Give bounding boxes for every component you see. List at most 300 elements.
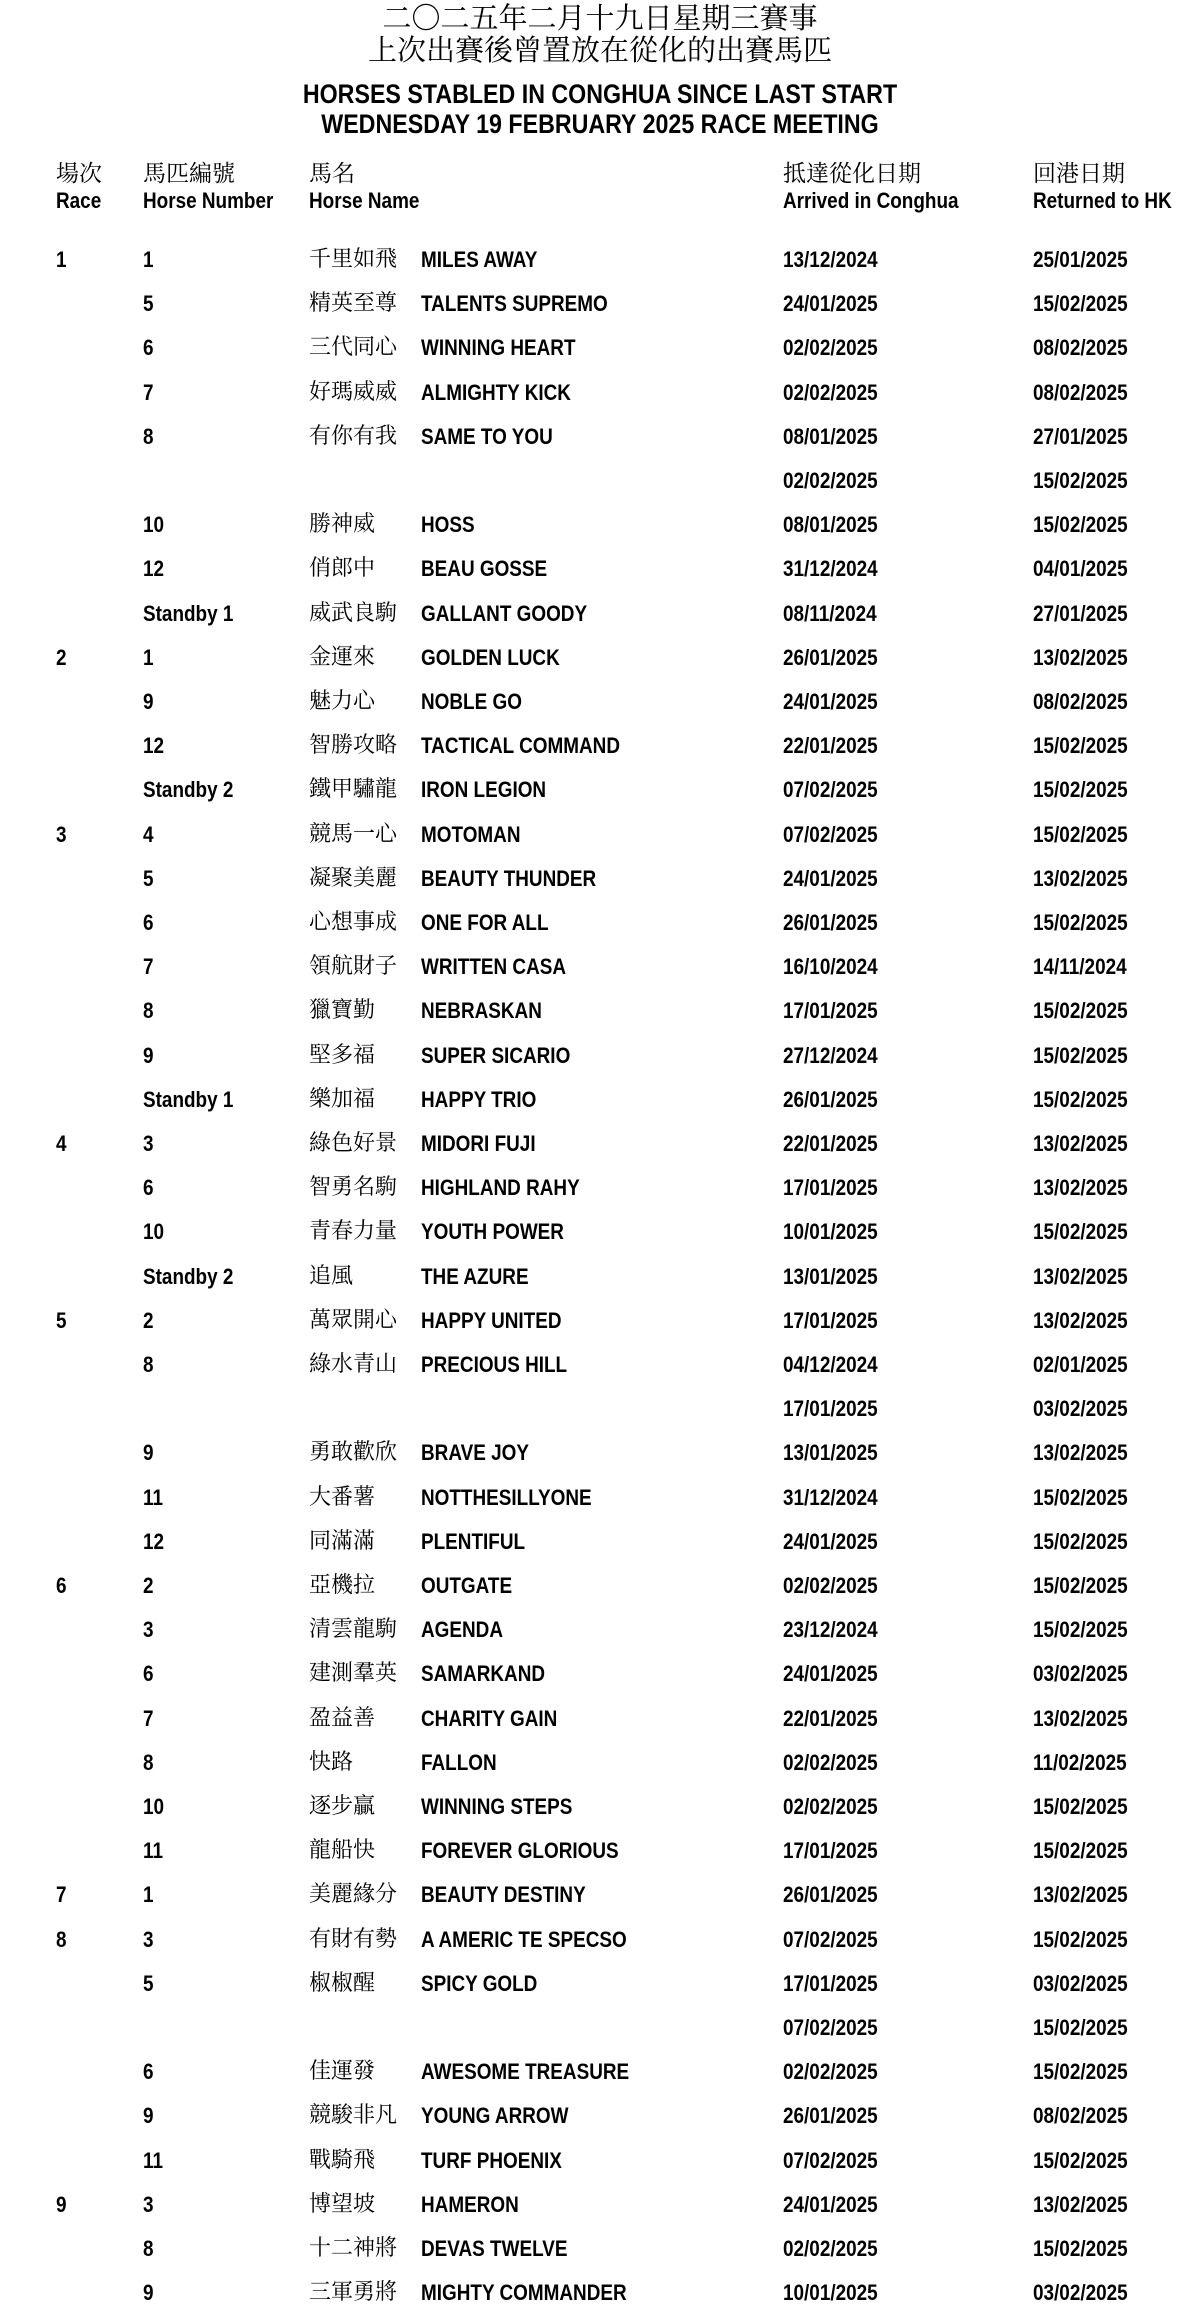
title-en-line2: WEDNESDAY 19 FEBRUARY 2025 RACE MEETING — [321, 109, 879, 139]
table-row — [0, 2227, 1200, 2271]
horse-name-en-cell: SPICY GOLD — [421, 1970, 538, 1996]
table-row — [0, 1697, 1200, 1741]
returned-date-cell: 08/02/2025 — [1033, 2103, 1128, 2129]
table-row — [0, 636, 1200, 680]
arrived-date-cell: 31/12/2024 — [783, 1484, 878, 1510]
returned-date-cell: 13/02/2025 — [1033, 1131, 1128, 1156]
table-row — [0, 503, 1200, 547]
returned-date-cell: 03/02/2025 — [1033, 1396, 1128, 1422]
returned-date-cell: 08/02/2025 — [1033, 379, 1128, 405]
arrived-date-cell: 02/02/2025 — [783, 335, 878, 361]
race-cell: 9 — [56, 2191, 67, 2217]
horse-number-cell: 8 — [143, 1749, 154, 1775]
horse-number-cell: 3 — [143, 1617, 154, 1643]
horse-name-en-cell: TACTICAL COMMAND — [421, 733, 620, 759]
horse-name-zh-cell: 千里如飛 — [309, 247, 398, 272]
arrived-date-cell: 07/02/2025 — [783, 2015, 878, 2040]
header-race — [56, 160, 109, 214]
arrived-date-cell: 10/01/2025 — [783, 2280, 878, 2306]
horse-name-zh-cell: 威武良駒 — [309, 600, 398, 626]
arrived-date-cell: 02/02/2025 — [783, 1749, 878, 1775]
horse-name-zh-cell: 青春力量 — [309, 1219, 398, 1245]
returned-date-cell: 13/02/2025 — [1033, 644, 1128, 670]
horse-number-cell: 10 — [143, 1219, 165, 1245]
arrived-date-cell: 24/01/2025 — [783, 291, 878, 317]
table-row — [0, 2094, 1200, 2138]
returned-date-cell: 14/11/2024 — [1033, 954, 1127, 980]
title-en-line1: HORSES STABLED IN CONGHUA SINCE LAST START — [302, 79, 898, 109]
table-row — [0, 1476, 1200, 1520]
horse-number-cell: 10 — [143, 512, 165, 538]
horse-number-cell: Standby 1 — [143, 1086, 234, 1112]
race-cell: 6 — [56, 1573, 67, 1598]
table-row — [0, 1873, 1200, 1917]
table-row — [0, 1608, 1200, 1652]
table-row — [0, 2050, 1200, 2094]
horse-name-zh-cell: 椒椒醒 — [309, 1970, 376, 1996]
header-returned-zh: 回港日期 — [1033, 161, 1125, 187]
arrived-date-cell: 24/01/2025 — [783, 1661, 878, 1687]
returned-date-cell: 02/01/2025 — [1033, 1352, 1128, 1377]
arrived-date-cell: 26/01/2025 — [783, 644, 878, 670]
table-row — [0, 1387, 1200, 1431]
horse-name-zh-cell: 堅多福 — [309, 1042, 376, 1068]
horse-number-cell: 6 — [143, 1175, 154, 1201]
horse-name-en-cell: HAPPY TRIO — [421, 1086, 537, 1112]
returned-date-cell: 27/01/2025 — [1033, 600, 1128, 626]
header-name-zh: 馬名 — [309, 161, 355, 187]
horse-number-cell: 9 — [143, 1440, 154, 1466]
horse-name-zh-cell: 戰騎飛 — [309, 2147, 376, 2173]
horse-name-en-cell: MOTOMAN — [421, 821, 521, 847]
header-number-en: Horse Number — [143, 188, 274, 213]
arrived-date-cell: 24/01/2025 — [783, 1528, 878, 1554]
horse-name-zh-cell: 競駿非凡 — [309, 2103, 398, 2129]
horse-name-en-cell: FOREVER GLORIOUS — [421, 1838, 619, 1864]
returned-date-cell: 13/02/2025 — [1033, 2191, 1128, 2217]
horse-number-cell: 3 — [143, 1131, 154, 1156]
horse-name-zh-cell: 勇敢歡欣 — [309, 1440, 398, 1466]
arrived-date-cell: 02/02/2025 — [783, 1573, 878, 1598]
arrived-date-cell: 26/01/2025 — [783, 910, 878, 935]
race-cell: 2 — [56, 644, 67, 670]
returned-date-cell: 25/01/2025 — [1033, 247, 1128, 272]
horse-number-cell: 5 — [143, 1970, 154, 1996]
returned-date-cell: 08/02/2025 — [1033, 689, 1128, 714]
returned-date-cell: 13/02/2025 — [1033, 1440, 1128, 1466]
returned-date-cell: 15/02/2025 — [1033, 1838, 1128, 1864]
table-row — [0, 2183, 1200, 2227]
arrived-date-cell: 23/12/2024 — [783, 1617, 878, 1643]
horse-number-cell: 9 — [143, 689, 154, 714]
returned-date-cell: 15/02/2025 — [1033, 998, 1128, 1024]
horse-name-en-cell: MILES AWAY — [421, 247, 538, 272]
table-row — [0, 901, 1200, 945]
returned-date-cell: 15/02/2025 — [1033, 1086, 1128, 1112]
horse-name-en-cell: CHARITY GAIN — [421, 1705, 558, 1731]
horse-number-cell: 8 — [143, 423, 154, 449]
returned-date-cell: 15/02/2025 — [1033, 2236, 1128, 2261]
returned-date-cell: 15/02/2025 — [1033, 821, 1128, 847]
table-row — [0, 415, 1200, 459]
horse-name-en-cell: MIDORI FUJI — [421, 1131, 536, 1156]
table-row — [0, 547, 1200, 591]
table-row — [0, 1255, 1200, 1299]
returned-date-cell: 03/02/2025 — [1033, 2280, 1128, 2306]
horse-number-cell: 10 — [143, 1794, 165, 1819]
arrived-date-cell: 07/02/2025 — [783, 1926, 878, 1952]
arrived-date-cell: 02/02/2025 — [783, 468, 878, 493]
horse-name-zh-cell: 心想事成 — [309, 910, 398, 935]
returned-date-cell: 15/02/2025 — [1033, 1219, 1128, 1245]
arrived-date-cell: 17/01/2025 — [783, 998, 878, 1024]
arrived-date-cell: 13/01/2025 — [783, 1263, 878, 1289]
returned-date-cell: 13/02/2025 — [1033, 1705, 1128, 1731]
horse-name-en-cell: TURF PHOENIX — [421, 2147, 562, 2173]
returned-date-cell: 15/02/2025 — [1033, 777, 1128, 803]
horse-number-cell: 7 — [143, 1705, 154, 1731]
horse-name-en-cell: BEAUTY DESTINY — [421, 1882, 586, 1908]
horse-number-cell: 5 — [143, 865, 154, 891]
horse-name-en-cell: ALMIGHTY KICK — [421, 379, 571, 405]
horse-name-zh-cell: 獵寶勤 — [309, 998, 376, 1024]
race-cell: 1 — [56, 247, 67, 272]
header-race-en: Race — [56, 188, 102, 213]
arrived-date-cell: 22/01/2025 — [783, 1131, 878, 1156]
horse-name-zh-cell: 美麗緣分 — [309, 1882, 398, 1908]
table-row — [0, 989, 1200, 1033]
table-row — [0, 1166, 1200, 1210]
horse-name-zh-cell: 盈益善 — [309, 1705, 376, 1731]
horse-name-zh-cell: 建測羣英 — [309, 1661, 398, 1687]
arrived-date-cell: 27/12/2024 — [783, 1042, 878, 1068]
horse-number-cell: Standby 2 — [143, 1263, 234, 1289]
table-row — [0, 1343, 1200, 1387]
header-number-zh: 馬匹編號 — [143, 161, 235, 187]
horse-name-en-cell: GOLDEN LUCK — [421, 644, 560, 670]
horse-name-zh-cell: 智勇名駒 — [309, 1175, 398, 1201]
table-row — [0, 1520, 1200, 1564]
horse-name-zh-cell: 佳運發 — [309, 2059, 376, 2085]
arrived-date-cell: 08/01/2025 — [783, 512, 878, 538]
horse-name-zh-cell: 三軍勇將 — [309, 2280, 398, 2306]
horse-name-en-cell: SUPER SICARIO — [421, 1042, 571, 1068]
horse-name-zh-cell: 快路 — [309, 1749, 354, 1775]
horse-name-en-cell: HAMERON — [421, 2191, 519, 2217]
title-zh-line2: 上次出賽後曾置放在從化的出賽馬匹 — [367, 33, 832, 67]
horse-name-zh-cell: 同滿滿 — [309, 1528, 376, 1554]
header-arrived-zh: 抵達從化日期 — [783, 161, 921, 187]
table-row — [0, 326, 1200, 370]
horse-name-en-cell: HOSS — [421, 512, 475, 538]
race-cell: 4 — [56, 1131, 67, 1156]
horse-name-en-cell: IRON LEGION — [421, 777, 547, 803]
table-row — [0, 813, 1200, 857]
race-cell: 5 — [56, 1307, 67, 1333]
horse-number-cell: 8 — [143, 1352, 154, 1377]
horse-number-cell: 4 — [143, 821, 154, 847]
returned-date-cell: 15/02/2025 — [1033, 1484, 1128, 1510]
header-arrived — [783, 160, 987, 214]
race-cell: 8 — [56, 1926, 67, 1952]
horse-name-en-cell: NOTTHESILLYONE — [421, 1484, 592, 1510]
arrived-date-cell: 08/01/2025 — [783, 423, 878, 449]
horse-name-zh-cell: 萬眾開心 — [309, 1307, 398, 1333]
header-race-zh: 場次 — [56, 161, 102, 187]
arrived-date-cell: 26/01/2025 — [783, 2103, 878, 2129]
returned-date-cell: 15/02/2025 — [1033, 2147, 1128, 2173]
returned-date-cell: 15/02/2025 — [1033, 291, 1128, 317]
horse-name-zh-cell: 勝神威 — [309, 512, 376, 538]
returned-date-cell: 15/02/2025 — [1033, 1573, 1128, 1598]
horse-number-cell: 8 — [143, 998, 154, 1024]
returned-date-cell: 15/02/2025 — [1033, 2015, 1128, 2040]
horse-number-cell: Standby 1 — [143, 600, 234, 626]
arrived-date-cell: 04/12/2024 — [783, 1352, 878, 1377]
returned-date-cell: 13/02/2025 — [1033, 1263, 1128, 1289]
returned-date-cell: 15/02/2025 — [1033, 1042, 1128, 1068]
horse-name-en-cell: SAMARKAND — [421, 1661, 546, 1687]
table-row — [0, 1785, 1200, 1829]
horse-name-zh-cell: 三代同心 — [309, 335, 398, 361]
horse-name-en-cell: HAPPY UNITED — [421, 1307, 562, 1333]
horse-name-en-cell: YOUNG ARROW — [421, 2103, 569, 2129]
horse-name-zh-cell: 博望坡 — [309, 2191, 376, 2217]
horse-number-cell: 1 — [143, 644, 154, 670]
horse-number-cell: 2 — [143, 1307, 154, 1333]
horse-name-zh-cell: 有財有勢 — [309, 1926, 398, 1952]
horse-name-en-cell: HIGHLAND RAHY — [421, 1175, 580, 1201]
horse-name-en-cell: WINNING STEPS — [421, 1794, 573, 1819]
horse-name-zh-cell: 有你有我 — [309, 423, 398, 449]
arrived-date-cell: 02/02/2025 — [783, 379, 878, 405]
arrived-date-cell: 02/02/2025 — [783, 1794, 878, 1819]
returned-date-cell: 15/02/2025 — [1033, 733, 1128, 759]
horse-name-zh-cell: 逐步贏 — [309, 1794, 376, 1819]
table-row — [0, 1564, 1200, 1608]
returned-date-cell: 13/02/2025 — [1033, 1307, 1128, 1333]
arrived-date-cell: 24/01/2025 — [783, 2191, 878, 2217]
horse-name-en-cell: DEVAS TWELVE — [421, 2236, 568, 2261]
arrived-date-cell: 13/12/2024 — [783, 247, 878, 272]
horse-name-zh-cell: 競馬一心 — [309, 821, 398, 847]
arrived-date-cell: 26/01/2025 — [783, 1882, 878, 1908]
horse-name-en-cell: ONE FOR ALL — [421, 910, 549, 935]
table-row — [0, 1078, 1200, 1122]
returned-date-cell: 13/02/2025 — [1033, 865, 1128, 891]
horse-name-zh-cell: 好瑪威威 — [309, 379, 398, 405]
horse-name-en-cell: AWESOME TREASURE — [421, 2059, 630, 2085]
horse-name-zh-cell: 亞機拉 — [309, 1573, 376, 1598]
returned-date-cell: 13/02/2025 — [1033, 1175, 1128, 1201]
horse-number-cell: 6 — [143, 1661, 154, 1687]
returned-date-cell: 08/02/2025 — [1033, 335, 1128, 361]
arrived-date-cell: 31/12/2024 — [783, 556, 878, 582]
returned-date-cell: 15/02/2025 — [1033, 1617, 1128, 1643]
table-row — [0, 371, 1200, 415]
table-row — [0, 724, 1200, 768]
horse-name-zh-cell: 鐵甲驌龍 — [309, 777, 398, 803]
horse-name-zh-cell: 精英至尊 — [309, 291, 398, 317]
horse-name-en-cell: YOUTH POWER — [421, 1219, 564, 1245]
header-number — [143, 160, 295, 214]
arrived-date-cell: 02/02/2025 — [783, 2059, 878, 2085]
arrived-date-cell: 24/01/2025 — [783, 689, 878, 714]
horse-number-cell: 6 — [143, 2059, 154, 2085]
arrived-date-cell: 17/01/2025 — [783, 1307, 878, 1333]
title-zh-line1: 二〇二五年二月十九日星期三賽事 — [382, 1, 818, 35]
table-row — [0, 1918, 1200, 1962]
returned-date-cell: 03/02/2025 — [1033, 1661, 1128, 1687]
arrived-date-cell: 16/10/2024 — [783, 954, 878, 980]
returned-date-cell: 27/01/2025 — [1033, 423, 1128, 449]
horse-number-cell: 5 — [143, 291, 154, 317]
table-row — [0, 1034, 1200, 1078]
horse-number-cell: 3 — [143, 2191, 154, 2217]
horse-name-zh-cell: 綠色好景 — [309, 1131, 398, 1156]
horse-name-zh-cell: 樂加福 — [309, 1086, 376, 1112]
table-row — [0, 459, 1200, 503]
horse-number-cell: 12 — [143, 1528, 165, 1554]
arrived-date-cell: 02/02/2025 — [783, 2236, 878, 2261]
table-row — [0, 282, 1200, 326]
returned-date-cell: 15/02/2025 — [1033, 2059, 1128, 2085]
table-row — [0, 1210, 1200, 1254]
horse-name-en-cell: PLENTIFUL — [421, 1528, 526, 1554]
horse-name-en-cell: OUTGATE — [421, 1573, 513, 1598]
header-returned-en: Returned to HK — [1033, 188, 1172, 213]
horse-number-cell: 11 — [143, 2147, 164, 2173]
table-row — [0, 2271, 1200, 2315]
arrived-date-cell: 26/01/2025 — [783, 1086, 878, 1112]
horse-number-cell: 7 — [143, 379, 154, 405]
table-row — [0, 857, 1200, 901]
horse-number-cell: 6 — [143, 910, 154, 935]
horse-name-zh-cell: 凝聚美麗 — [309, 865, 398, 891]
arrived-date-cell: 17/01/2025 — [783, 1175, 878, 1201]
table-row — [0, 1122, 1200, 1166]
horse-name-zh-cell: 金運來 — [309, 644, 376, 670]
horse-number-cell: 3 — [143, 1926, 154, 1952]
table-row — [0, 1962, 1200, 2006]
arrived-date-cell: 13/01/2025 — [783, 1440, 878, 1466]
table-row — [0, 2006, 1200, 2050]
horse-number-cell: 9 — [143, 1042, 154, 1068]
arrived-date-cell: 17/01/2025 — [783, 1396, 878, 1422]
horse-number-cell: 1 — [143, 1882, 154, 1908]
horse-number-cell: 11 — [143, 1484, 164, 1510]
table-row — [0, 1431, 1200, 1475]
horse-number-cell: 9 — [143, 2103, 154, 2129]
returned-date-cell: 15/02/2025 — [1033, 1926, 1128, 1952]
horse-name-en-cell: BEAU GOSSE — [421, 556, 548, 582]
returned-date-cell: 11/02/2025 — [1033, 1749, 1127, 1775]
horse-name-en-cell: WRITTEN CASA — [421, 954, 567, 980]
horse-number-cell: 6 — [143, 335, 154, 361]
arrived-date-cell: 22/01/2025 — [783, 1705, 878, 1731]
horse-name-en-cell: A AMERIC TE SPECSO — [421, 1926, 627, 1952]
horse-name-en-cell: MIGHTY COMMANDER — [421, 2280, 627, 2306]
horse-name-en-cell: AGENDA — [421, 1617, 503, 1643]
returned-date-cell: 15/02/2025 — [1033, 910, 1128, 935]
horse-name-zh-cell: 魅力心 — [309, 689, 376, 714]
arrived-date-cell: 17/01/2025 — [783, 1970, 878, 1996]
horse-name-zh-cell: 清雲龍駒 — [309, 1617, 398, 1643]
horse-name-zh-cell: 追風 — [309, 1263, 354, 1289]
arrived-date-cell: 07/02/2025 — [783, 777, 878, 803]
horse-name-zh-cell: 十二神將 — [309, 2236, 398, 2261]
returned-date-cell: 15/02/2025 — [1033, 1794, 1128, 1819]
horse-name-en-cell: BRAVE JOY — [421, 1440, 529, 1466]
horse-name-en-cell: NOBLE GO — [421, 689, 522, 714]
arrived-date-cell: 17/01/2025 — [783, 1838, 878, 1864]
table-row — [0, 592, 1200, 636]
table-row — [0, 1652, 1200, 1696]
returned-date-cell: 03/02/2025 — [1033, 1970, 1128, 1996]
horse-number-cell: 9 — [143, 2280, 154, 2306]
table-row — [0, 2139, 1200, 2183]
horse-name-en-cell: NEBRASKAN — [421, 998, 542, 1024]
horse-name-zh-cell: 綠水青山 — [309, 1352, 398, 1377]
horse-name-en-cell: GALLANT GOODY — [421, 600, 588, 626]
table-row — [0, 1829, 1200, 1873]
header-arrived-en: Arrived in Conghua — [783, 188, 959, 213]
table-row — [0, 238, 1200, 282]
horse-name-zh-cell: 俏郎中 — [309, 556, 376, 582]
horse-number-cell: 12 — [143, 556, 165, 582]
horse-number-cell: 1 — [143, 247, 154, 272]
arrived-date-cell: 08/11/2024 — [783, 600, 877, 626]
horse-name-en-cell: TALENTS SUPREMO — [421, 291, 608, 317]
horse-name-zh-cell: 龍船快 — [309, 1838, 376, 1864]
table-row — [0, 1299, 1200, 1343]
returned-date-cell: 15/02/2025 — [1033, 1528, 1128, 1554]
header-returned — [1033, 160, 1194, 214]
horse-name-en-cell: BEAUTY THUNDER — [421, 865, 597, 891]
race-cell: 3 — [56, 821, 67, 847]
table-row — [0, 768, 1200, 812]
header-name-en: Horse Name — [309, 188, 420, 213]
table-row — [0, 945, 1200, 989]
arrived-date-cell: 07/02/2025 — [783, 821, 878, 847]
horse-number-cell: 11 — [143, 1838, 164, 1864]
header-name — [309, 160, 437, 214]
arrived-date-cell: 22/01/2025 — [783, 733, 878, 759]
horse-number-cell: 2 — [143, 1573, 154, 1598]
table-row — [0, 1741, 1200, 1785]
horse-name-zh-cell: 智勝攻略 — [309, 733, 398, 759]
horse-number-cell: 12 — [143, 733, 165, 759]
horse-name-en-cell: FALLON — [421, 1749, 497, 1775]
returned-date-cell: 13/02/2025 — [1033, 1882, 1128, 1908]
returned-date-cell: 04/01/2025 — [1033, 556, 1128, 582]
horse-number-cell: 7 — [143, 954, 154, 980]
returned-date-cell: 15/02/2025 — [1033, 512, 1128, 538]
returned-date-cell: 15/02/2025 — [1033, 468, 1128, 493]
arrived-date-cell: 07/02/2025 — [783, 2147, 878, 2173]
horse-name-zh-cell: 大番薯 — [309, 1484, 376, 1510]
arrived-date-cell: 10/01/2025 — [783, 1219, 878, 1245]
horse-number-cell: Standby 2 — [143, 777, 234, 803]
horse-name-en-cell: THE AZURE — [421, 1263, 529, 1289]
horse-name-en-cell: PRECIOUS HILL — [421, 1352, 568, 1377]
horse-name-en-cell: WINNING HEART — [421, 335, 576, 361]
horse-name-en-cell: SAME TO YOU — [421, 423, 553, 449]
horse-number-cell: 8 — [143, 2236, 154, 2261]
arrived-date-cell: 24/01/2025 — [783, 865, 878, 891]
horse-name-zh-cell: 領航財子 — [309, 954, 398, 980]
table-row — [0, 680, 1200, 724]
